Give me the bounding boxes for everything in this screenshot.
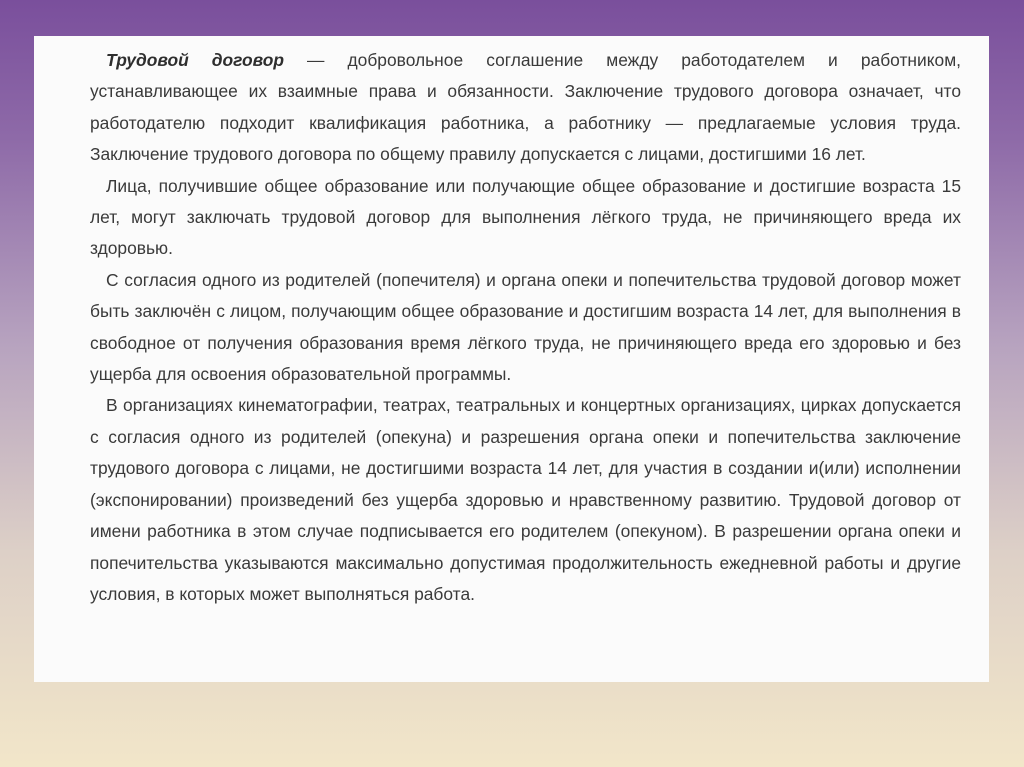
document-scan bbox=[34, 36, 989, 682]
paragraph-text: — добровольное соглашение между работодателем и работником, устанавливающее их взаимные права и обязанности. Заключение трудового договора означает, что работодателю подходит квалификация работника, а работнику — предлагаемые условия труда. Заключение трудового договора по общему правилу допускается с лицами, достигшими 16 лет. bbox=[90, 50, 961, 165]
paragraph-age-14: С согласия одного из родителей (попечителя) и органа опеки и попечительства трудовой договор может быть заключён с лицом, получающим общее образование и достигшим возраста 14 лет, для выполнения в свободное от получения образования время лёгкого труда, не причиняющего вреда его здоровью и без ущерба для освоения образовательной программы. bbox=[90, 269, 961, 385]
term-heading: Трудовой договор bbox=[106, 50, 284, 70]
paragraph-under-14: В организациях кинематографии, театрах, театральных и концертных организациях, цирках допускается с согласия одного из родителей (опекуна) и разрешения органа опеки и попечительства заключение трудового договора с лицами, не достигшими возраста 14 лет, для участия в создании и(или) исполнении (экспонировании) произведений без ущерба здоровью и нравственному развитию. Трудовой договор от имени работника в этом случае подписывается его родителем (опекуном). В разрешении органа опеки и попечительства указываются максимально допустимая продолжительность ежедневной работы и другие условия, в которых может выполняться работа. bbox=[90, 395, 961, 604]
paragraph-definition bbox=[90, 45, 961, 171]
paragraph-age-15: Лица, получившие общее образование или получающие общее образование и достигшие возраста 15 лет, могут заключать трудовой договор для выполнения лёгкого труда, не причиняющего вреда их здоровью. bbox=[90, 175, 961, 259]
